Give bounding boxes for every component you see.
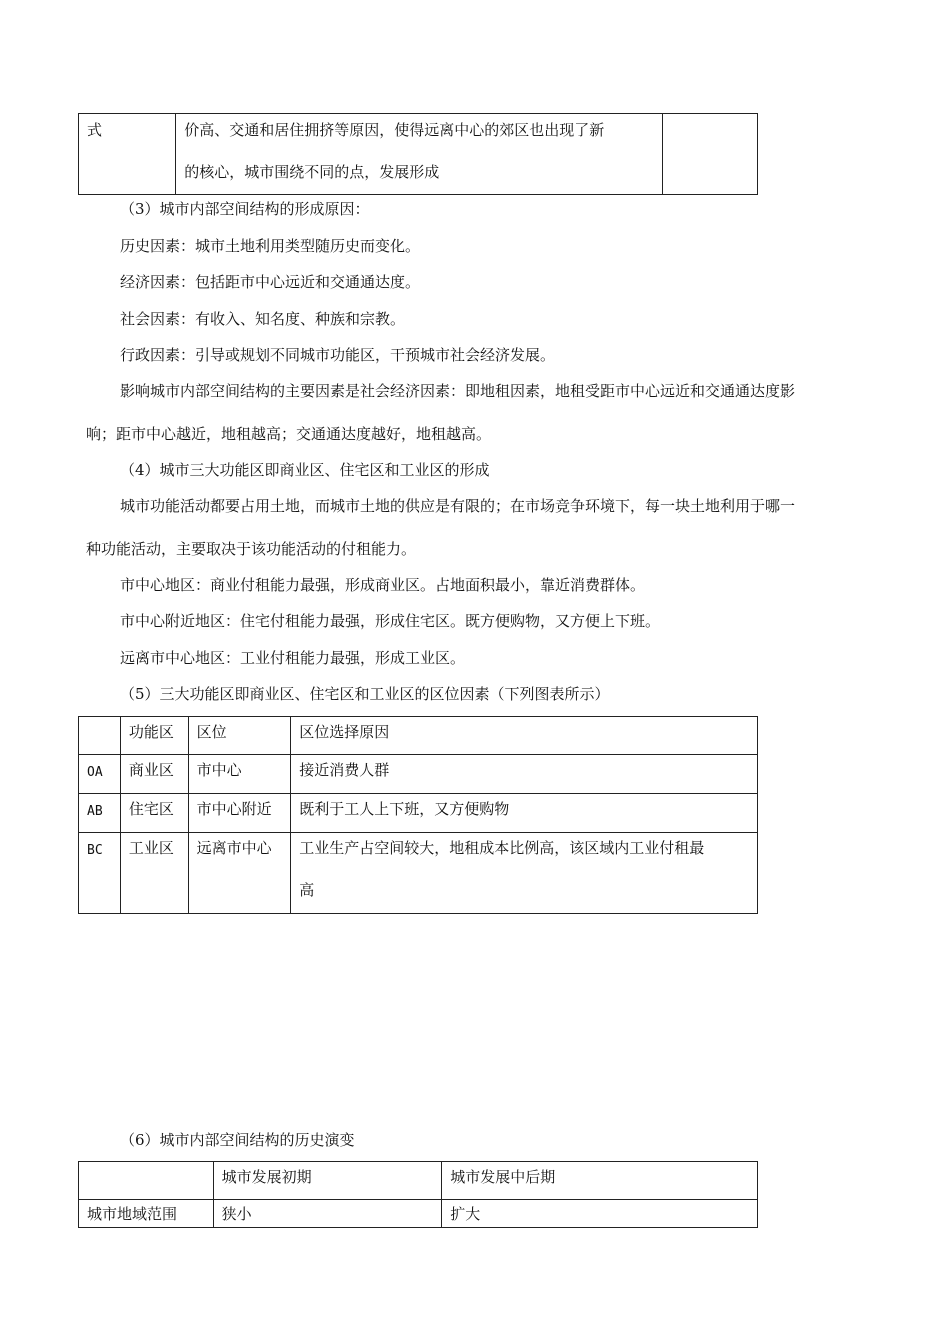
zones-r1-zone: 商业区 (128, 761, 174, 779)
zones-r1-code: OA (87, 765, 103, 780)
zones-cell (291, 755, 758, 794)
zones-r1-location: 市中心 (196, 761, 242, 779)
table-top (78, 113, 758, 195)
table-zones-header-row (79, 717, 758, 755)
table-top-cell-1-text: 式 (87, 121, 103, 139)
zones-cell (291, 794, 758, 833)
zones-r3-reason-line1: 工业生产占空间较大，地租成本比例高，该区域内工业付租最 (299, 839, 705, 857)
sec4-heading: （4）城市三大功能区即商业区、住宅区和工业区的形成 (120, 461, 490, 479)
sec3-admin: 行政因素：引导或规划不同城市功能区，干预城市社会经济发展。 (120, 346, 556, 364)
sec5-heading: （5）三大功能区即商业区、住宅区和工业区的区位因素（下列图表所示） (120, 685, 610, 703)
sec6-heading: （6）城市内部空间结构的历史演变 (120, 1131, 355, 1149)
table-zones (78, 716, 758, 914)
history-header-row (79, 1162, 758, 1200)
zones-cell (79, 794, 121, 833)
history-cell (79, 1200, 214, 1228)
sec3-history: 历史因素：城市土地利用类型随历史而变化。 (120, 237, 421, 255)
history-r1-late: 扩大 (450, 1205, 481, 1223)
sec3-society: 社会因素：有收入、知名度、种族和宗教。 (120, 310, 406, 328)
zones-header-1: 功能区 (128, 723, 174, 741)
history-r1-early: 狭小 (221, 1205, 252, 1223)
sec4-p1-line1: 城市功能活动都要占用土地，而城市土地的供应是有限的；在市场竞争环境下，每一块土地利用于哪一 (120, 497, 796, 515)
zones-r3-zone: 工业区 (128, 839, 174, 857)
history-header-1: 城市发展初期 (221, 1168, 312, 1186)
history-header-cell (442, 1162, 758, 1200)
zones-cell (188, 755, 291, 794)
table-history (78, 1161, 758, 1228)
zones-r2-zone: 住宅区 (128, 800, 174, 818)
zones-header-cell (120, 717, 188, 755)
sec4-center: 市中心地区：商业付租能力最强，形成商业区。占地面积最小，靠近消费群体。 (120, 576, 646, 594)
sec4-p1-line2: 种功能活动，主要取决于该功能活动的付租能力。 (86, 540, 417, 558)
table-top-cell-2-line2: 的核心，城市围绕不同的点，发展形成 (184, 163, 440, 181)
zones-header-3: 区位选择原因 (299, 723, 390, 741)
zones-header-2: 区位 (196, 723, 227, 741)
zones-r2-reason: 既利于工人上下班，又方便购物 (299, 800, 510, 818)
zones-header-cell (79, 717, 121, 755)
history-header-cell (79, 1162, 214, 1200)
history-r1-label: 城市地域范围 (87, 1205, 178, 1223)
zones-header-cell (291, 717, 758, 755)
zones-r2-code: AB (87, 804, 103, 819)
zones-r1-reason: 接近消费人群 (299, 761, 390, 779)
table-row (79, 833, 758, 914)
sec3-heading: （3）城市内部空间结构的形成原因： (120, 200, 370, 218)
table-top-cell-2 (176, 114, 662, 195)
sec3-main-line2: 响；距市中心越近，地租越高；交通通达度越好，地租越高。 (86, 425, 492, 443)
zones-cell (120, 794, 188, 833)
history-cell (442, 1200, 758, 1228)
zones-cell (79, 833, 121, 914)
zones-cell (120, 833, 188, 914)
zones-r2-location: 市中心附近 (196, 800, 272, 818)
zones-cell (79, 755, 121, 794)
table-top-cell-3 (662, 114, 757, 195)
table-row (79, 1200, 758, 1228)
zones-cell (188, 833, 291, 914)
zones-header-cell (188, 717, 291, 755)
table-top-cell-1 (79, 114, 176, 195)
sec4-far: 远离市中心地区：工业付租能力最强，形成工业区。 (120, 649, 466, 667)
table-row (79, 755, 758, 794)
zones-cell (120, 755, 188, 794)
table-top-cell-2-line1: 价高、交通和居住拥挤等原因，使得远离中心的郊区也出现了新 (184, 121, 605, 139)
zones-r3-reason-line2: 高 (299, 881, 315, 899)
history-header-cell (213, 1162, 442, 1200)
zones-r3-location: 远离市中心 (196, 839, 272, 857)
zones-cell (188, 794, 291, 833)
zones-r3-code: BC (87, 843, 103, 858)
sec3-economy: 经济因素：包括距市中心远近和交通通达度。 (120, 273, 421, 291)
history-cell (213, 1200, 442, 1228)
history-header-2: 城市发展中后期 (450, 1168, 556, 1186)
sec3-main-line1: 影响城市内部空间结构的主要因素是社会经济因素：即地租因素，地租受距市中心远近和交通通达度影 (120, 382, 796, 400)
sec4-near: 市中心附近地区：住宅付租能力最强，形成住宅区。既方便购物，又方便上下班。 (120, 612, 661, 630)
zones-cell (291, 833, 758, 914)
table-row (79, 794, 758, 833)
